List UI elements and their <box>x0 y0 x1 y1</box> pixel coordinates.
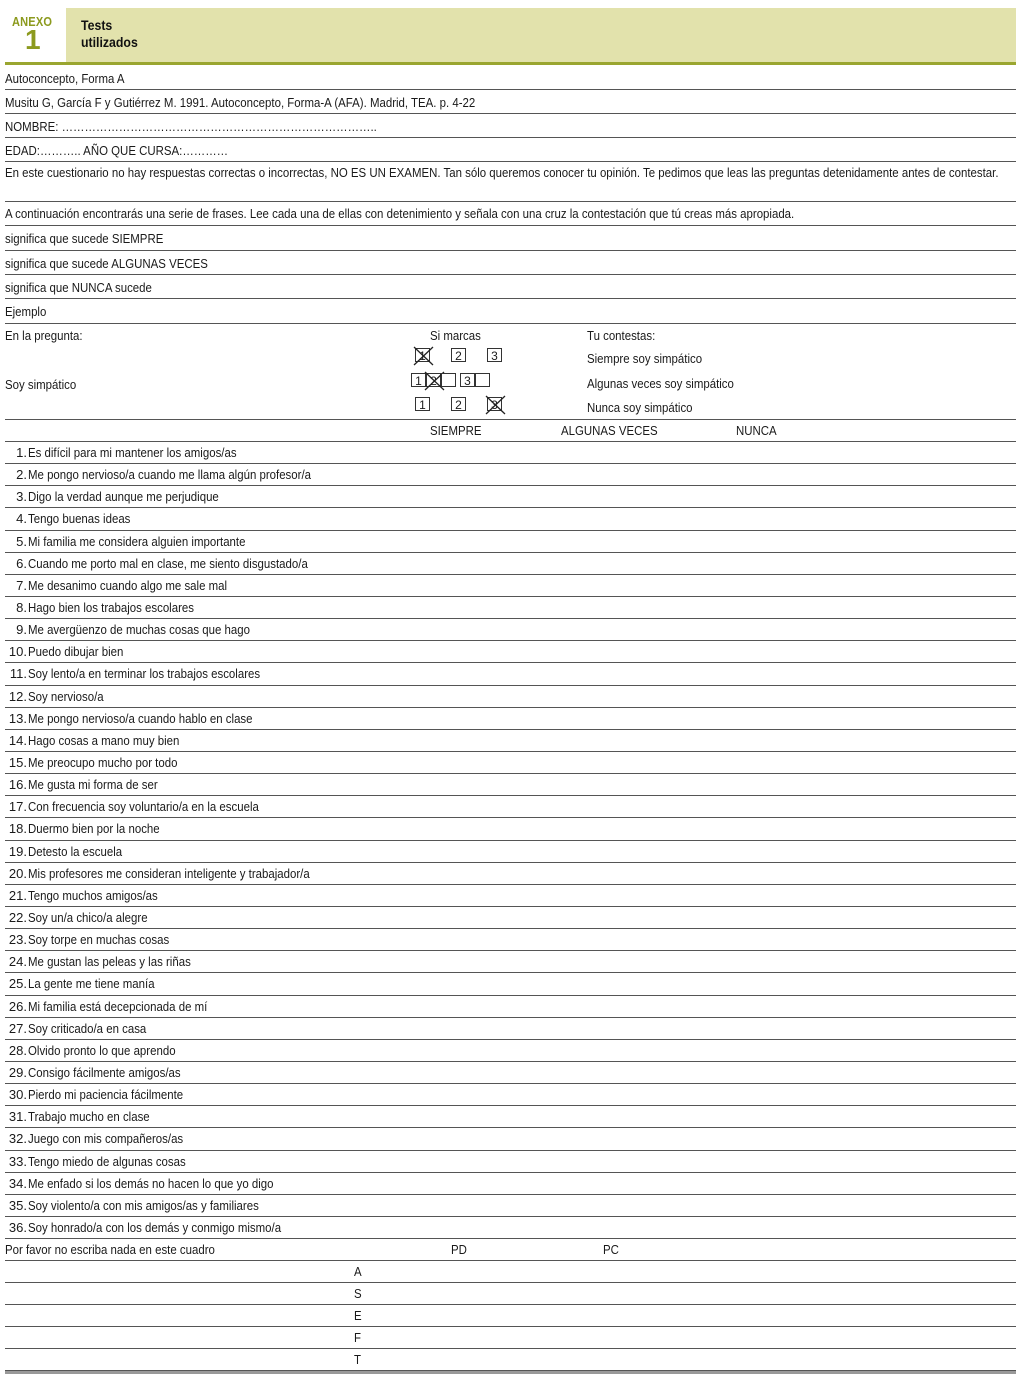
scoring-note: Por favor no escriba nada en este cuadro <box>5 1242 215 1258</box>
question-row <box>5 486 1016 508</box>
question-number: 12. <box>8 688 27 704</box>
example-box-3: 3 <box>487 397 502 411</box>
question-row <box>5 1062 1016 1084</box>
question-row <box>5 885 1016 907</box>
question-number: 34. <box>8 1175 27 1191</box>
test-name: Autoconcepto, Forma A <box>5 71 125 86</box>
annex-title-band <box>66 8 1016 62</box>
question-text: Tengo buenas ideas <box>28 511 131 527</box>
question-text: Soy criticado/a en casa <box>28 1020 147 1036</box>
question-row <box>5 929 1016 951</box>
question-text: Mi familia está decepcionada de mí <box>28 998 208 1014</box>
example-box-2: 2 <box>451 397 466 411</box>
question-text: Soy nervioso/a <box>28 688 104 704</box>
scoring-pd-label: PD <box>451 1242 467 1258</box>
question-number: 17. <box>8 799 27 815</box>
question-row <box>5 1217 1016 1239</box>
question-number: 2. <box>16 467 27 483</box>
instructions2-row <box>5 202 1016 226</box>
instructions-text: En este cuestionario no hay respuestas correctas o incorrectas, NO ES UN EXAMEN. Tan sólo queremos conocer tu opinión. Te pedimos que leas las preguntas detenidamente antes de contestar. <box>5 165 999 180</box>
example-statement: Soy simpático <box>5 377 77 392</box>
question-number: 21. <box>8 887 27 903</box>
example-boxes-always <box>415 348 523 362</box>
question-row <box>5 1084 1016 1106</box>
question-row <box>5 796 1016 818</box>
question-text: Olvido pronto lo que aprendo <box>28 1042 176 1058</box>
question-number: 25. <box>8 976 27 992</box>
answer-columns-header <box>5 420 1016 442</box>
question-row <box>5 996 1016 1018</box>
question-text: Soy un/a chico/a alegre <box>28 909 148 925</box>
name-row <box>5 114 1016 138</box>
question-text: Hago bien los trabajos escolares <box>28 599 194 615</box>
question-number: 8. <box>16 599 27 615</box>
age-row <box>5 138 1016 162</box>
scoring-table <box>5 1261 1016 1371</box>
question-number: 15. <box>8 754 27 770</box>
example-answer-label: Tu contestas: <box>587 328 656 343</box>
reference-text: Musitu G, García F y Gutiérrez M. 1991. Autoconcepto, Forma-A (AFA). Madrid, TEA. p. 4-22 <box>5 95 476 110</box>
example-box-1: 1 <box>415 397 430 411</box>
example-label-row <box>5 299 1016 324</box>
scoring-dimension: E <box>354 1308 362 1324</box>
document-page <box>5 8 1016 1374</box>
test-name-row <box>5 65 1016 90</box>
example-box-2: 2 <box>426 373 441 387</box>
name-field: NOMBRE: ……………………………………………………………………….. <box>5 119 377 134</box>
question-text: Tengo muchos amigos/as <box>28 887 158 903</box>
example-boxes-never <box>415 397 523 411</box>
question-number: 13. <box>8 710 27 726</box>
example-box-1: 1 <box>415 348 430 362</box>
meaning-sometimes: significa que sucede ALGUNAS VECES <box>5 256 208 271</box>
annex-number: 1 <box>25 24 41 55</box>
question-number: 10. <box>8 644 27 660</box>
question-row <box>5 863 1016 885</box>
question-number: 36. <box>8 1219 27 1235</box>
annex-badge <box>5 8 66 62</box>
question-number: 30. <box>8 1087 27 1103</box>
column-always: SIEMPRE <box>430 423 482 438</box>
question-text: Consigo fácilmente amigos/as <box>28 1064 181 1080</box>
example-box-2: 2 <box>451 348 466 362</box>
question-row <box>5 752 1016 774</box>
meaning-never-row <box>5 275 1016 299</box>
question-row <box>5 531 1016 553</box>
question-text: Me avergüenzo de muchas cosas que hago <box>28 622 250 638</box>
question-number: 20. <box>8 865 27 881</box>
question-number: 5. <box>16 533 27 549</box>
age-field: EDAD:……….. AÑO QUE CURSA:………… <box>5 143 229 158</box>
question-row <box>5 597 1016 619</box>
question-number: 16. <box>8 777 27 793</box>
question-text: Con frecuencia soy voluntario/a en la escuela <box>28 799 259 815</box>
question-row <box>5 1195 1016 1217</box>
question-row <box>5 730 1016 752</box>
question-number: 32. <box>8 1131 27 1147</box>
example-block <box>5 324 1016 420</box>
meaning-always-row <box>5 226 1016 251</box>
question-row <box>5 464 1016 486</box>
question-row <box>5 1151 1016 1173</box>
question-number: 14. <box>8 732 27 748</box>
meaning-never: significa que NUNCA sucede <box>5 280 152 295</box>
example-box-3: 3 <box>487 348 502 362</box>
question-text: Cuando me porto mal en clase, me siento disgustado/a <box>28 555 308 571</box>
question-row <box>5 1106 1016 1128</box>
question-text: Detesto la escuela <box>28 843 123 859</box>
question-row <box>5 442 1016 464</box>
question-text: Mi familia me considera alguien importante <box>28 533 246 549</box>
reference-row <box>5 90 1016 114</box>
annex-title-line1: Tests <box>81 17 113 33</box>
question-number: 28. <box>8 1042 27 1058</box>
scoring-row <box>5 1261 1016 1283</box>
scoring-pc-label: PC <box>603 1242 619 1258</box>
question-number: 27. <box>8 1020 27 1036</box>
question-row <box>5 818 1016 840</box>
scoring-header-row <box>5 1239 1016 1261</box>
question-row <box>5 553 1016 575</box>
question-number: 4. <box>16 511 27 527</box>
question-text: Trabajo mucho en clase <box>28 1109 150 1125</box>
question-number: 31. <box>8 1109 27 1125</box>
question-text: Me preocupo mucho por todo <box>28 754 178 770</box>
cross-mark-icon <box>484 394 507 416</box>
question-number: 22. <box>8 909 27 925</box>
question-number: 9. <box>16 622 27 638</box>
question-row <box>5 1018 1016 1040</box>
example-box-1: 1 <box>411 373 426 387</box>
annex-label: ANEXO <box>12 14 53 29</box>
question-text: Puedo dibujar bien <box>28 644 124 660</box>
question-text: Soy honrado/a con los demás y conmigo mismo/a <box>28 1219 282 1235</box>
question-list <box>5 442 1016 1239</box>
question-row <box>5 973 1016 995</box>
question-text: Es difícil para mi mantener los amigos/as <box>28 445 237 460</box>
example-marks-label: Si marcas <box>430 328 481 343</box>
column-never: NUNCA <box>736 423 777 438</box>
example-boxes-sometimes <box>411 373 490 387</box>
question-row <box>5 841 1016 863</box>
question-text: Me desanimo cuando algo me sale mal <box>28 577 228 593</box>
example-box-empty <box>475 373 490 387</box>
annex-title-line2: utilizados <box>81 34 138 50</box>
instructions2-text: A continuación encontrarás una serie de frases. Lee cada una de ellas con detenimiento y señala con una cruz la contestación que tú creas más apropiada. <box>5 206 795 221</box>
question-number: 26. <box>8 998 27 1014</box>
question-number: 1. <box>16 445 27 460</box>
question-number: 29. <box>8 1064 27 1080</box>
question-text: Digo la verdad aunque me perjudique <box>28 489 219 505</box>
scoring-dimension: A <box>354 1264 362 1280</box>
question-text: Duermo bien por la noche <box>28 821 160 837</box>
question-text: Me gusta mi forma de ser <box>28 777 158 793</box>
annex-title <box>81 17 138 51</box>
meaning-always: significa que sucede SIEMPRE <box>5 231 164 246</box>
cross-mark-icon <box>412 345 435 367</box>
question-row <box>5 1128 1016 1150</box>
example-answer-never: Nunca soy simpático <box>587 400 693 415</box>
question-row <box>5 641 1016 663</box>
question-text: Me pongo nervioso/a cuando me llama algún profesor/a <box>28 467 312 483</box>
question-number: 11. <box>9 666 27 682</box>
scoring-row <box>5 1283 1016 1305</box>
question-row <box>5 951 1016 973</box>
question-number: 24. <box>8 954 27 970</box>
example-question-label: En la pregunta: <box>5 328 83 343</box>
question-row <box>5 774 1016 796</box>
question-number: 3. <box>16 489 27 505</box>
question-row <box>5 686 1016 708</box>
question-text: Tengo miedo de algunas cosas <box>28 1153 186 1169</box>
instructions-row <box>5 162 1016 202</box>
scoring-row <box>5 1349 1016 1371</box>
scoring-dimension: T <box>354 1352 361 1368</box>
question-number: 33. <box>8 1153 27 1169</box>
question-row <box>5 508 1016 530</box>
example-box-3: 3 <box>460 373 475 387</box>
question-text: Soy lento/a en terminar los trabajos escolares <box>28 666 261 682</box>
question-number: 7. <box>16 577 27 593</box>
scoring-dimension: S <box>354 1286 362 1302</box>
annex-header <box>5 8 1016 62</box>
question-number: 19. <box>8 843 27 859</box>
question-number: 23. <box>8 932 27 948</box>
question-text: La gente me tiene manía <box>28 976 155 992</box>
question-row <box>5 907 1016 929</box>
scoring-row <box>5 1305 1016 1327</box>
question-text: Me gustan las peleas y las riñas <box>28 954 191 970</box>
question-text: Juego con mis compañeros/as <box>28 1131 184 1147</box>
meaning-sometimes-row <box>5 251 1016 275</box>
question-text: Hago cosas a mano muy bien <box>28 732 180 748</box>
question-number: 35. <box>8 1197 27 1213</box>
bottom-divider <box>5 1371 1016 1374</box>
question-row <box>5 619 1016 641</box>
question-text: Mis profesores me consideran inteligente y trabajador/a <box>28 865 310 881</box>
scoring-row <box>5 1327 1016 1349</box>
question-row <box>5 1040 1016 1062</box>
example-answer-sometimes: Algunas veces soy simpático <box>587 376 734 391</box>
scoring-dimension: F <box>354 1330 361 1346</box>
column-sometimes: ALGUNAS VECES <box>561 423 658 438</box>
question-row <box>5 1173 1016 1195</box>
example-box-empty <box>441 373 456 387</box>
question-row <box>5 708 1016 730</box>
question-text: Soy violento/a con mis amigos/as y familiares <box>28 1197 259 1213</box>
example-answer-always: Siempre soy simpático <box>587 351 703 366</box>
question-text: Pierdo mi paciencia fácilmente <box>28 1087 184 1103</box>
question-number: 18. <box>8 821 27 837</box>
question-text: Me enfado si los demás no hacen lo que yo digo <box>28 1175 274 1191</box>
question-text: Me pongo nervioso/a cuando hablo en clase <box>28 710 253 726</box>
question-row <box>5 575 1016 597</box>
question-number: 6. <box>16 555 27 571</box>
question-text: Soy torpe en muchas cosas <box>28 932 170 948</box>
question-row <box>5 663 1016 685</box>
example-label: Ejemplo <box>5 304 47 319</box>
